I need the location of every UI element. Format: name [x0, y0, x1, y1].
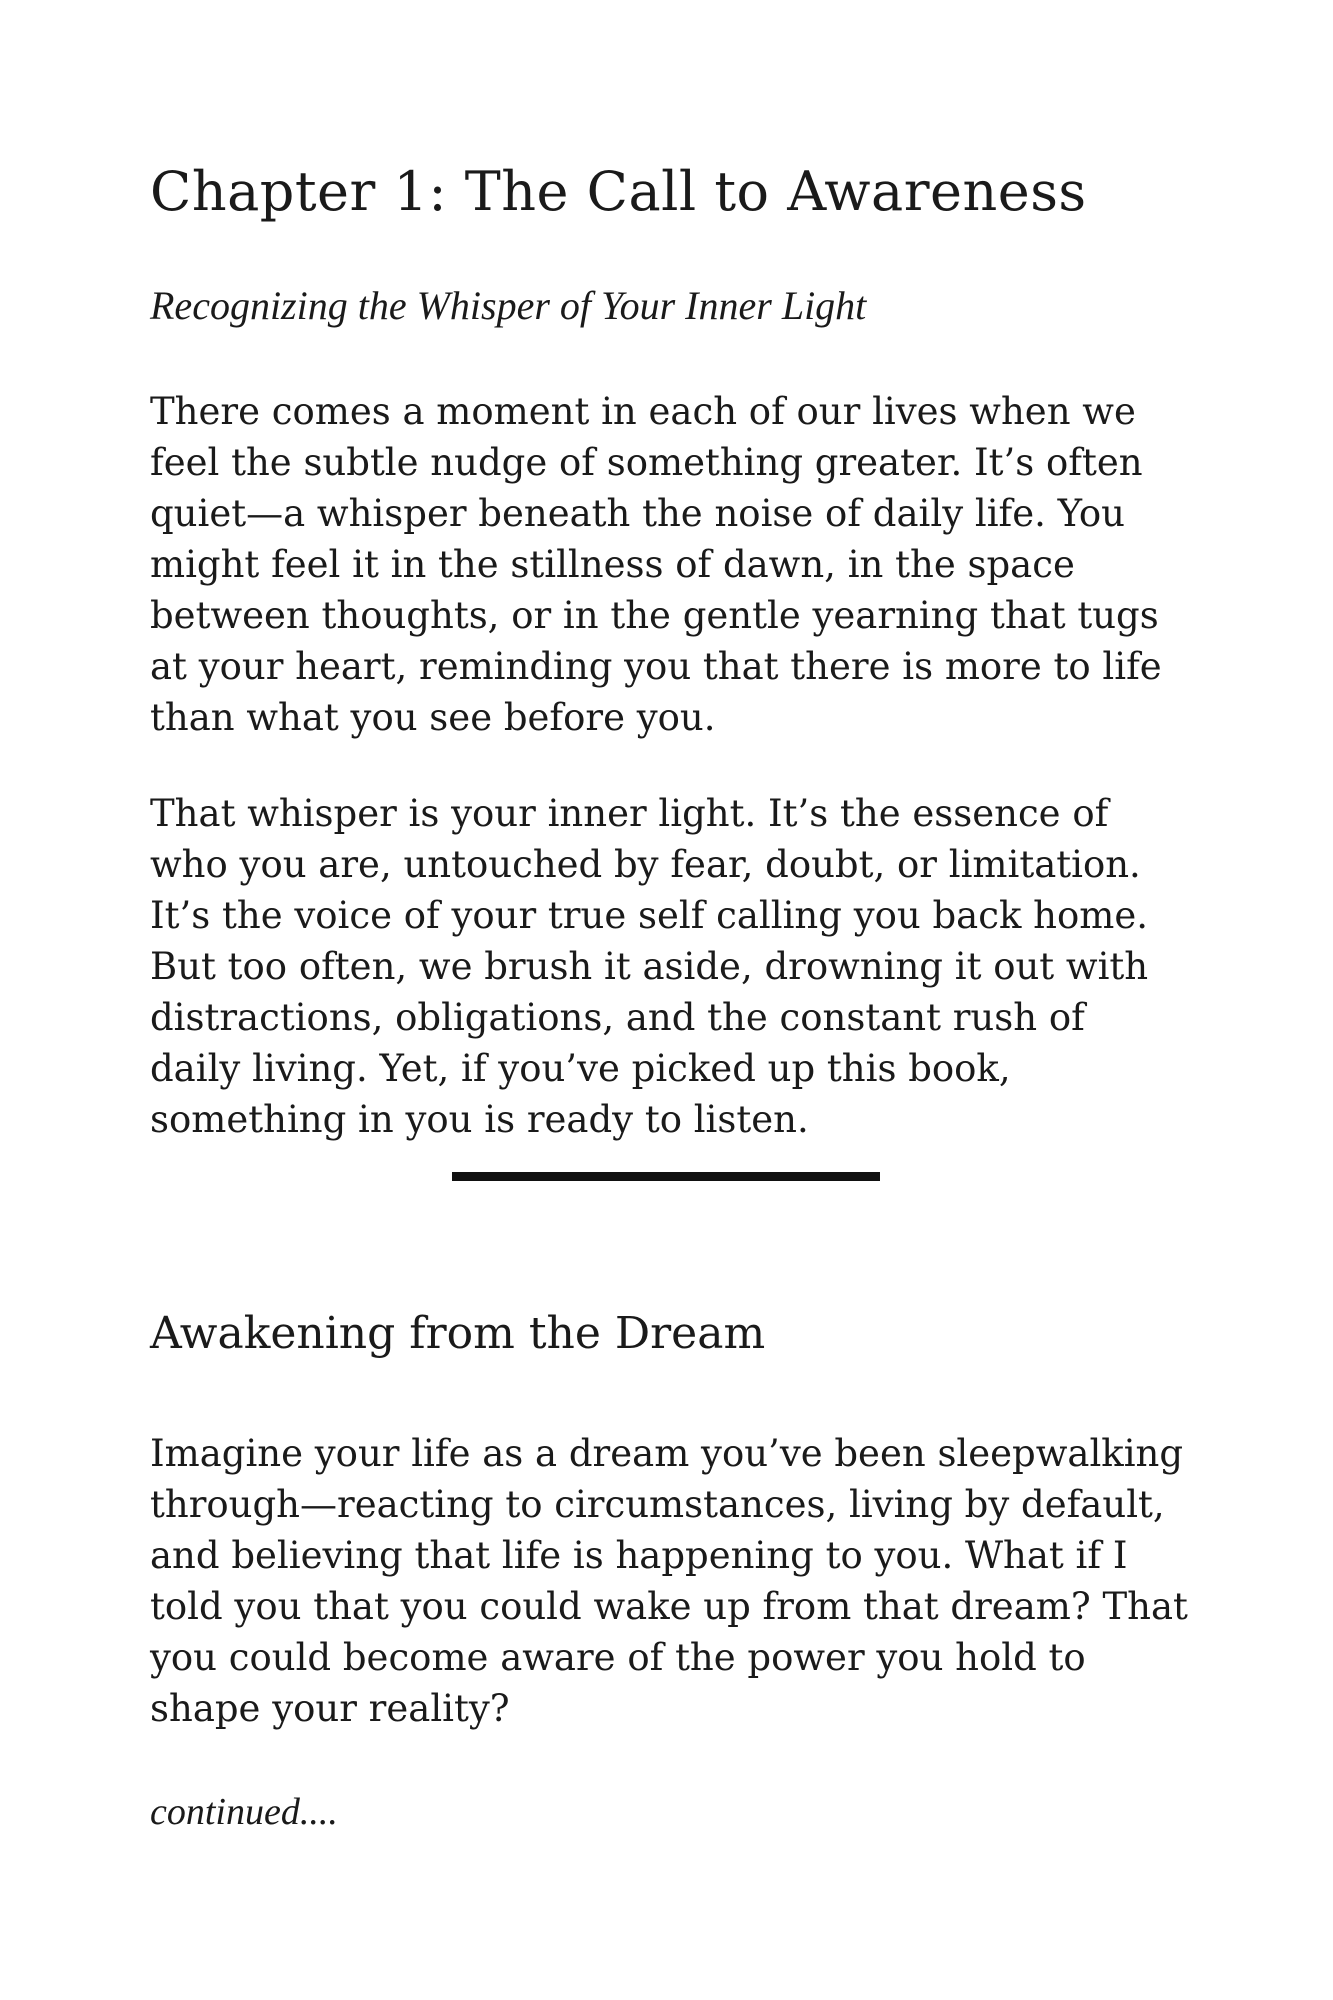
paragraph-line: at your heart, reminding you that there is more to life [150, 645, 1162, 688]
chapter-title: Chapter 1: The Call to Awareness [150, 160, 1087, 223]
paragraph-line: It’s the voice of your true self calling you back home. [150, 894, 1148, 937]
paragraph-line: There comes a moment in each of our lives when we [150, 390, 1136, 433]
paragraph-line: between thoughts, or in the gentle yearning that tugs [150, 594, 1159, 637]
paragraph-line: you could become aware of the power you hold to [150, 1636, 1086, 1679]
paragraph-line: than what you see before you. [150, 696, 716, 739]
paragraph-line: might feel it in the stillness of dawn, in the space [150, 543, 1075, 586]
chapter-subtitle: Recognizing the Whisper of Your Inner Light [150, 283, 867, 328]
paragraph-line: daily living. Yet, if you’ve picked up this book, [150, 1047, 1011, 1090]
paragraph-line: something in you is ready to listen. [150, 1098, 809, 1141]
paragraph-line: That whisper is your inner light. It’s the essence of [150, 792, 1109, 835]
paragraph-line: shape your reality? [150, 1687, 510, 1730]
continued-label: continued.... [150, 1791, 338, 1833]
paragraph-line: and believing that life is happening to you. What if I [150, 1534, 1128, 1577]
paragraph-line: through—reacting to circumstances, living by default, [150, 1483, 1165, 1526]
paragraph-line: Imagine your life as a dream you’ve been sleepwalking [150, 1432, 1184, 1475]
section-divider [452, 1172, 880, 1181]
section-heading: Awakening from the Dream [150, 1308, 766, 1359]
paragraph-line: told you that you could wake up from that dream? That [150, 1585, 1188, 1628]
paragraph-line: But too often, we brush it aside, drowning it out with [150, 945, 1149, 988]
paragraph-2 [150, 788, 1148, 1145]
paragraph-1 [150, 386, 1162, 743]
paragraph-3 [150, 1428, 1188, 1734]
paragraph-line: feel the subtle nudge of something greater. It’s often [150, 441, 1143, 484]
paragraph-line: distractions, obligations, and the constant rush of [150, 996, 1085, 1039]
paragraph-line: quiet—a whisper beneath the noise of daily life. You [150, 492, 1125, 535]
paragraph-line: who you are, untouched by fear, doubt, or limitation. [150, 843, 1141, 886]
